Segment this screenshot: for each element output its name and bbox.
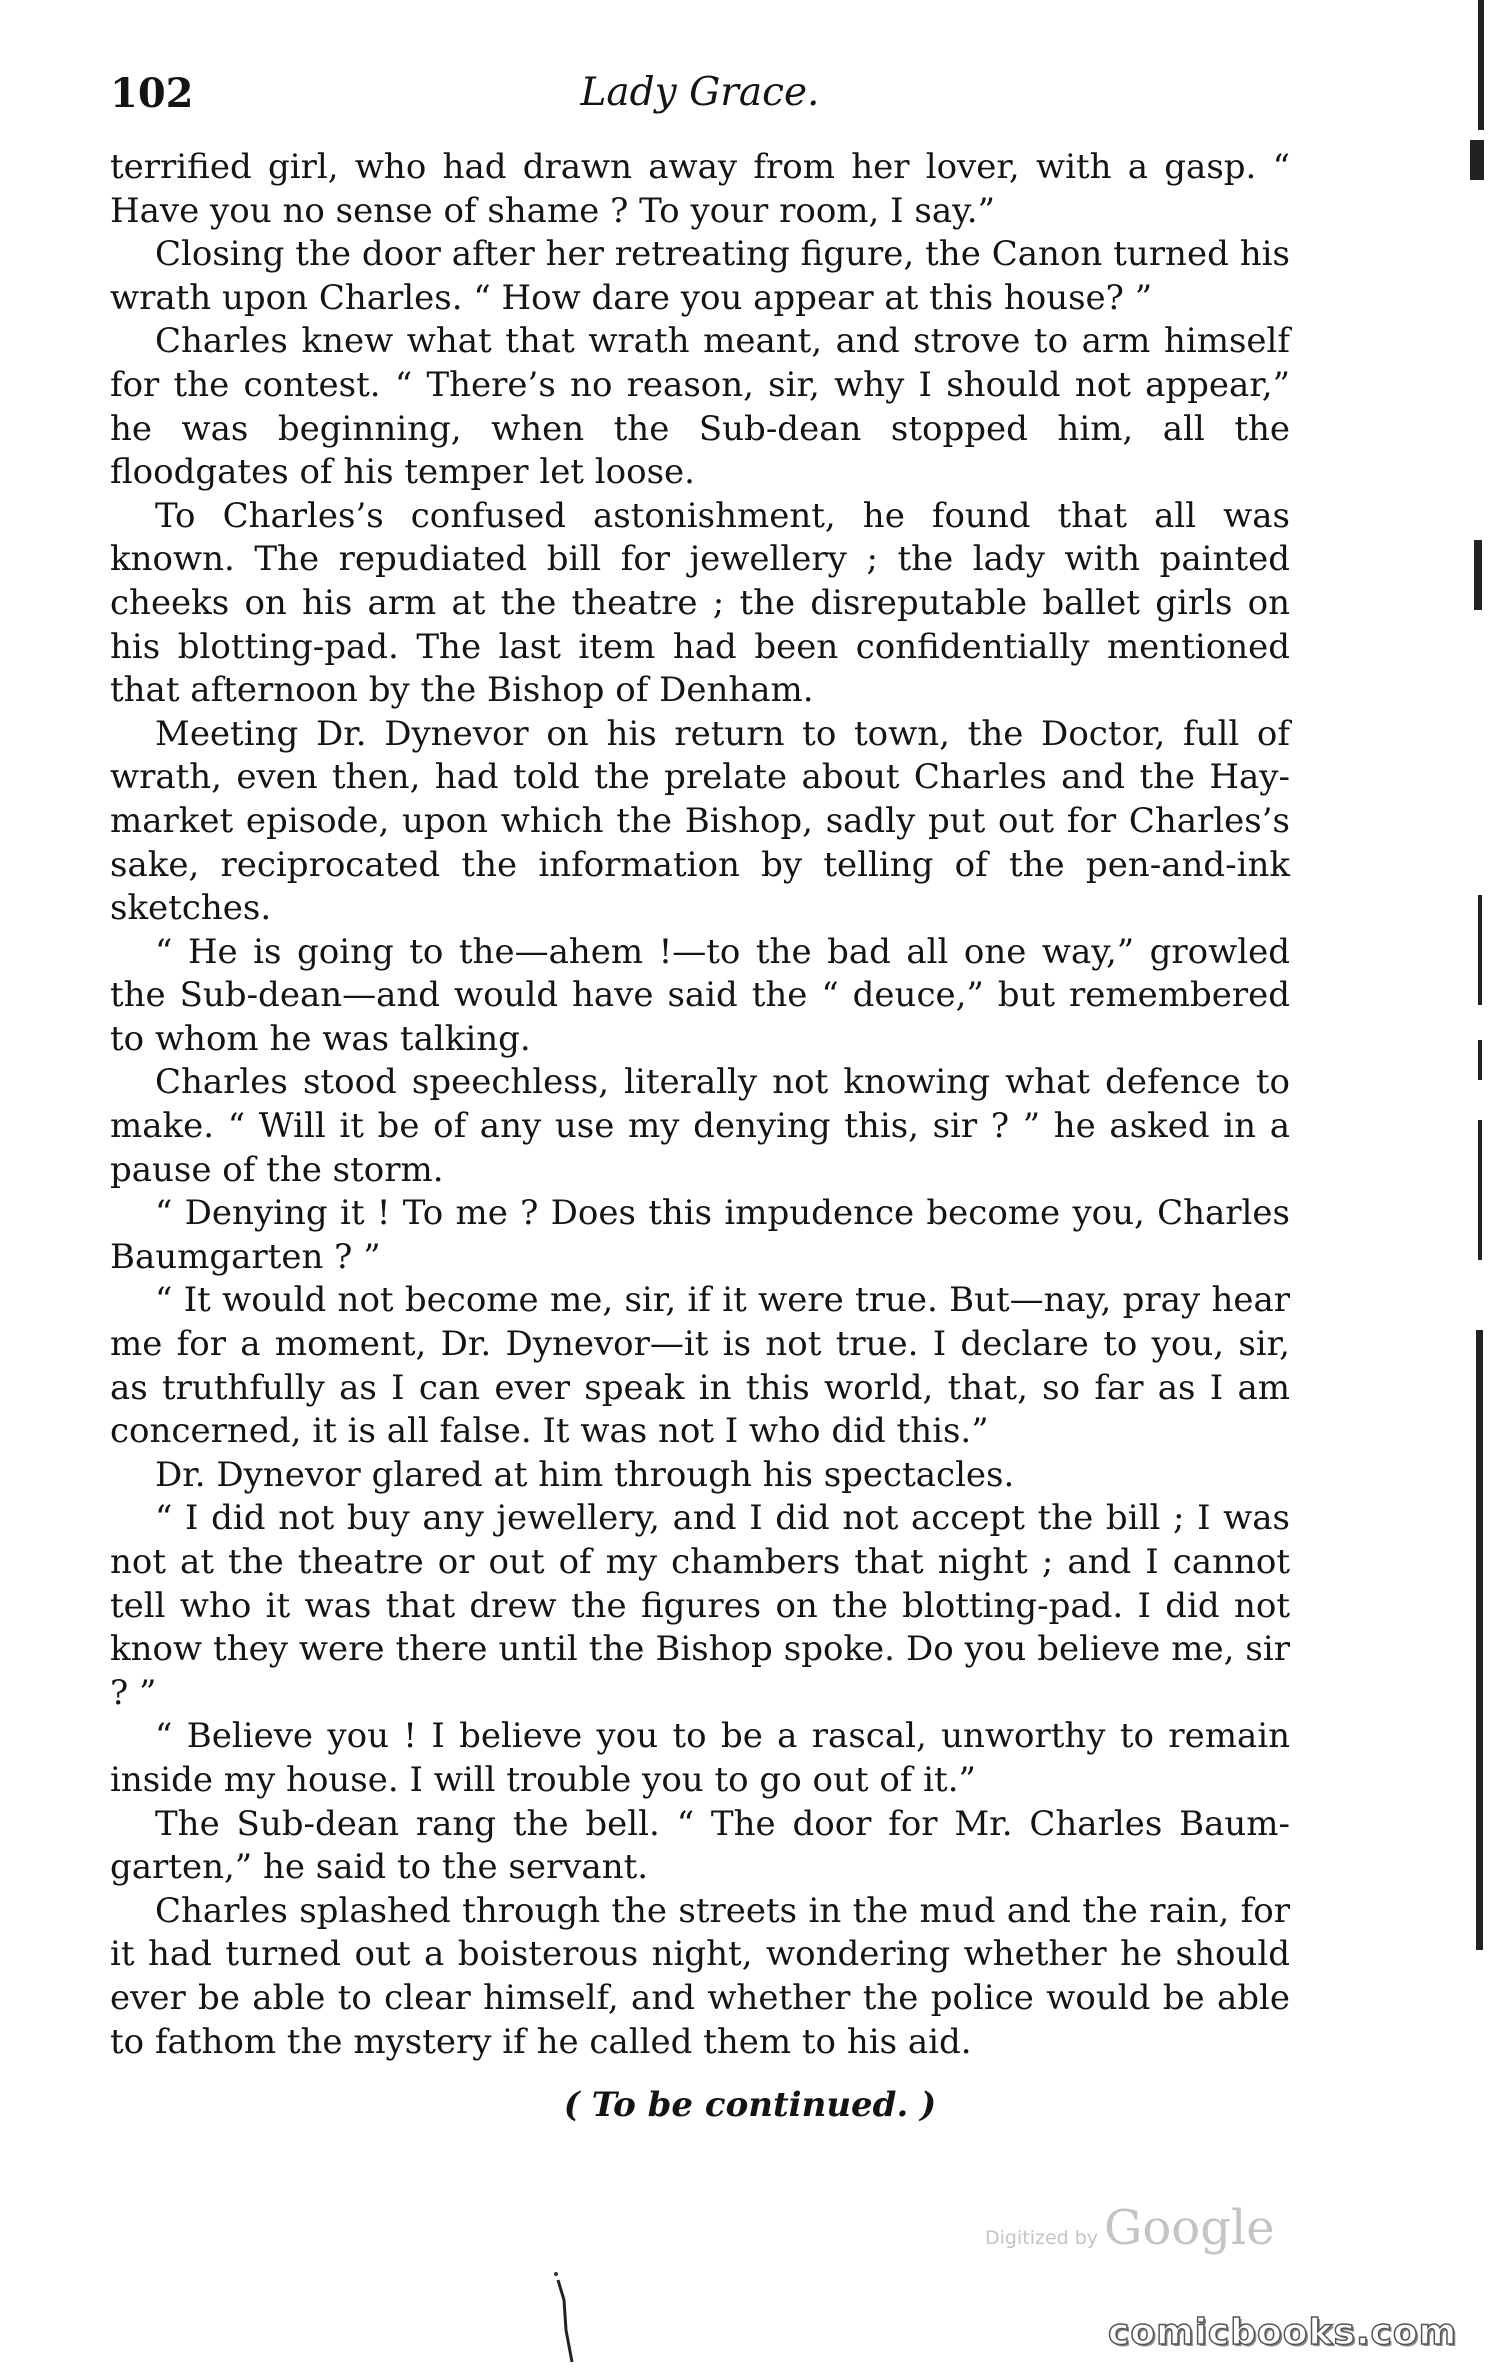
site-watermark: comicbooks.com: [1108, 2312, 1458, 2353]
google-logo: Google: [1104, 2200, 1275, 2256]
paragraph: Closing the door after her retreating figure, the Canon turned his wrath upon Charles. “ How dare you appear at this house? ”: [110, 234, 1290, 318]
scan-edge-mark: [1478, 895, 1482, 1005]
scan-edge-mark: [1474, 540, 1482, 610]
digitized-by-google: [985, 2200, 1275, 2256]
paragraph: Charles knew what that wrath meant, and strove to arm himself for the contest. “ There’s no reason, sir, why I should not appear,” he was beginning, when the Sub-dean stopped him, all the floodgates of his temper let loose.: [110, 321, 1290, 493]
paragraph: “ It would not become me, sir, if it were true. But—nay, pray hear me for a moment, Dr. Dynevor—it is not true. I declare to you, sir, as truthfully as I can ever speak in this world, that, so far as I am concerned, it is all false. It was not I who did this.”: [110, 1280, 1290, 1452]
scan-artifact: [550, 2270, 590, 2370]
paragraph: “ He is going to the—ahem !—to the bad all one way,” growled the Sub-dean—and would have said the “ deuce,” but remembered to whom he was talking.: [110, 931, 1290, 1059]
paragraph: The Sub-dean rang the bell. “ The door for Mr. Charles Baum-garten,” he said to the servant.: [110, 1803, 1290, 1888]
paragraph: Charles stood speechless, literally not knowing what defence to make. “ Will it be of any use my denying this, sir ? ” he asked in a pause of the storm.: [110, 1062, 1290, 1190]
paragraph: To Charles’s confused astonishment, he found that all was known. The repudiated bill for jewellery ; the lady with painted cheeks on his arm at the theatre ; the disreputable ballet girls on his blotting-pad. The last item had been confidentially mentioned that afternoon by the Bishop of Denham.: [110, 495, 1290, 711]
digitized-label: Digitized by: [985, 2227, 1099, 2249]
paragraph: Charles splashed through the streets in the mud and the rain, for it had turned out a boisterous night, wondering whether he should ever be able to clear himself, and whether the police would be able to fathom the mystery if he called them to his aid.: [110, 1890, 1290, 2062]
page-header: [110, 70, 1290, 130]
scan-edge-mark: [1478, 0, 1484, 130]
to-be-continued: ( To be continued. ): [563, 2085, 937, 2125]
scan-edge-mark: [1478, 1040, 1482, 1080]
paragraph: Dr. Dynevor glared at him through his spectacles.: [155, 1454, 1015, 1495]
scan-edge-mark: [1476, 1330, 1483, 1950]
scan-edge-mark: [1470, 140, 1484, 180]
scan-edge-mark: [1478, 1120, 1482, 1260]
paragraph: “ Denying it ! To me ? Does this impudence become you, Charles Baumgarten ? ”: [110, 1193, 1290, 1277]
running-title: Lady Grace.: [580, 70, 820, 115]
paragraph: “ Believe you ! I believe you to be a rascal, unworthy to remain inside my house. I will trouble you to go out of it.”: [110, 1716, 1290, 1800]
body-text: [110, 146, 1290, 2064]
paragraph: “ I did not buy any jewellery, and I did not accept the bill ; I was not at the theatre or out of my chambers that night ; and I cannot tell who it was that drew the figures on the blotting-pad. I did not know they were there until the Bishop spoke. Do you believe me, sir ? ”: [110, 1498, 1290, 1713]
paragraph: terrified girl, who had drawn away from her lover, with a gasp. “ Have you no sense of shame ? To your room, I say.”: [110, 147, 1290, 231]
page-number: 102: [110, 70, 194, 117]
paragraph: Meeting Dr. Dynevor on his return to town, the Doctor, full of wrath, even then, had told the prelate about Charles and the Hay-market episode, upon which the Bishop, sadly put out for Charles’s sake, reciprocated the information by telling of the pen-and-ink sketches.: [110, 713, 1290, 929]
